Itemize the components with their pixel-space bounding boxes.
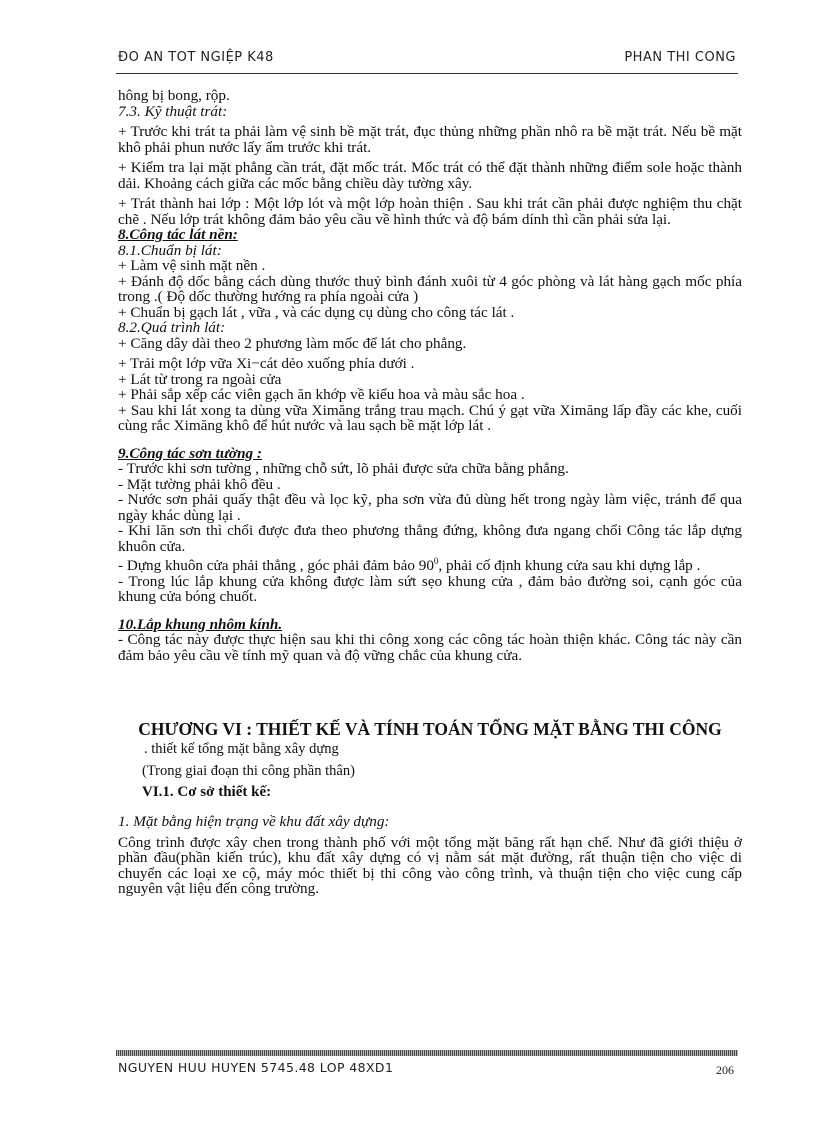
subsection-heading: 7.3. Kỹ thuật trát: [118, 102, 228, 120]
paragraph: + Đánh độ dốc bằng cách dùng thước thuỷ bình đánh xuôi từ 4 góc phòng và lát hàng gạch mốc phía trong .( Độ dốc thường hướng ra phía ngoài cửa ) [118, 272, 742, 305]
subsection-heading: 1. Mặt bằng hiện trạng về khu đất xây dựng: [118, 813, 390, 831]
text-line: + Làm vệ sinh mặt nền . [118, 257, 266, 274]
text-line: + Chuẩn bị gạch lát , vữa , và các dụng cụ dùng cho công tác lát . [118, 303, 515, 321]
paragraph [118, 554, 742, 574]
text-run: , phải cố định khung cửa sau khi dựng lắp . [438, 557, 701, 575]
text-line: hông bị bong, rộp. [118, 87, 230, 104]
text-line: - Mặt tường phải khô đều . [118, 475, 281, 493]
subsection-heading: 8.1.Chuẩn bị lát: [118, 241, 222, 259]
text-line: (Trong giai đoạn thi công phần thân) [142, 763, 355, 780]
subsection-heading: VI.1. Cơ sở thiết kế: [142, 784, 272, 801]
page-number: 206 [716, 1063, 734, 1077]
paragraph: - Công tác này được thực hiện sau khi thi công xong các công tác hoàn thiện khác. Công tác này cần đảm bảo yêu cầu về tính mỹ quan và độ vững chắc của khung cửa. [118, 631, 742, 664]
text-line: . thiết kế tổng mặt bằng xây dựng [144, 741, 339, 758]
text-line: + Trải một lớp vữa Xi−cát dẻo xuống phía dưới . [118, 355, 415, 372]
paragraph: + Trước khi trát ta phải làm vệ sinh bề mặt trát, đục thủng những phần nhô ra bề mặt trát. Nếu bề mặt khô phải phun nước lấy ẩm trước khi trát. [118, 123, 742, 156]
page-body [118, 88, 742, 897]
paragraph: + Sau khi lát xong ta dùng vữa Ximăng trắng trau mạch. Chú ý gạt vữa Ximăng lấp đầy các khe, cuối cùng rắc Ximăng khô để hút nước và lau sạch bề mặt lớp lát . [118, 401, 742, 434]
text-line: + Căng dây dài theo 2 phương làm mốc để lát cho phẳng. [118, 334, 467, 352]
text-line: + Phải sắp xếp các viên gạch ăn khớp về kiểu hoa và màu sắc hoa . [118, 386, 525, 403]
section-heading: 8.Công tác lát nền: [118, 226, 238, 243]
footer-rule [116, 1050, 738, 1056]
paragraph: + Kiểm tra lại mặt phẳng cần trát, đặt mốc trát. Mốc trát có thể đặt thành những điểm sole hoặc thành dải. Khoảng cách giữa các mốc bằng chiều dày tường xây. [118, 159, 742, 192]
subsection-heading: 8.2.Quá trình lát: [118, 319, 226, 336]
section-heading: 10.Lắp khung nhôm kính. [118, 615, 283, 633]
paragraph: Công trình được xây chen trong thành phố với một tổng mặt băng rất hạn chế. Như đã giới thiệu ở phần đầu(phần kiến trúc), khu đất xây dựng có vị nằm sát mặt đường, rất thuận tiện cho việc di chuyển các loại xe cộ, máy móc thiết bị thi công vào công trình, và thuận tiện cho việc cung cấp nguyên vật liệu đến công trường. [118, 833, 742, 898]
text-line: + Lát từ trong ra ngoài cửa [118, 370, 282, 388]
paragraph: - Trong lúc lắp khung cửa không được làm sứt sẹo khung cửa , đảm bảo đường soi, cạnh góc của khung cửa bóng chuốt. [118, 572, 742, 606]
chapter-title: CHƯƠNG VI : THIẾT KẾ VÀ TÍNH TOÁN TỔNG MẶT BẰNG THI CÔNG [138, 719, 722, 740]
header-right: PHAN THI CONG [624, 50, 736, 65]
text-run: - Dựng khuôn cửa phải thẳng , góc phải đảm bảo 90 [118, 557, 434, 575]
superscript: 0 [433, 556, 439, 566]
paragraph: + Trát thành hai lớp : Một lớp lót và một lớp hoàn thiện . Sau khi trát cần phải được nghiệm thu chặt chẽ . Nếu lớp trát không đảm bảo yêu cầu về hình thức và độ bám dính thì cần phải sửa lại. [118, 195, 742, 228]
header-left: ĐO AN TOT NGIỆP K48 [118, 50, 274, 65]
header-rule [116, 73, 738, 74]
paragraph: - Khi lăn sơn thì chổi được đưa theo phương thẳng đứng, không đưa ngang chổi Công tác lắp dựng khuôn cửa. [118, 522, 742, 555]
section-heading: 9.Công tác sơn tường : [118, 444, 262, 462]
text-line: - Trước khi sơn tường , những chỗ sứt, lõ phải được sửa chữa bằng phẳng. [118, 460, 569, 477]
paragraph: - Nước sơn phải quấy thật đều và lọc kỹ, pha sơn vừa đủ dùng hết trong ngày làm việc, tránh để qua ngày khác dùng lại . [118, 491, 742, 524]
footer-left: NGUYEN HUU HUYEN 5745.48 LOP 48XD1 [118, 1060, 394, 1075]
